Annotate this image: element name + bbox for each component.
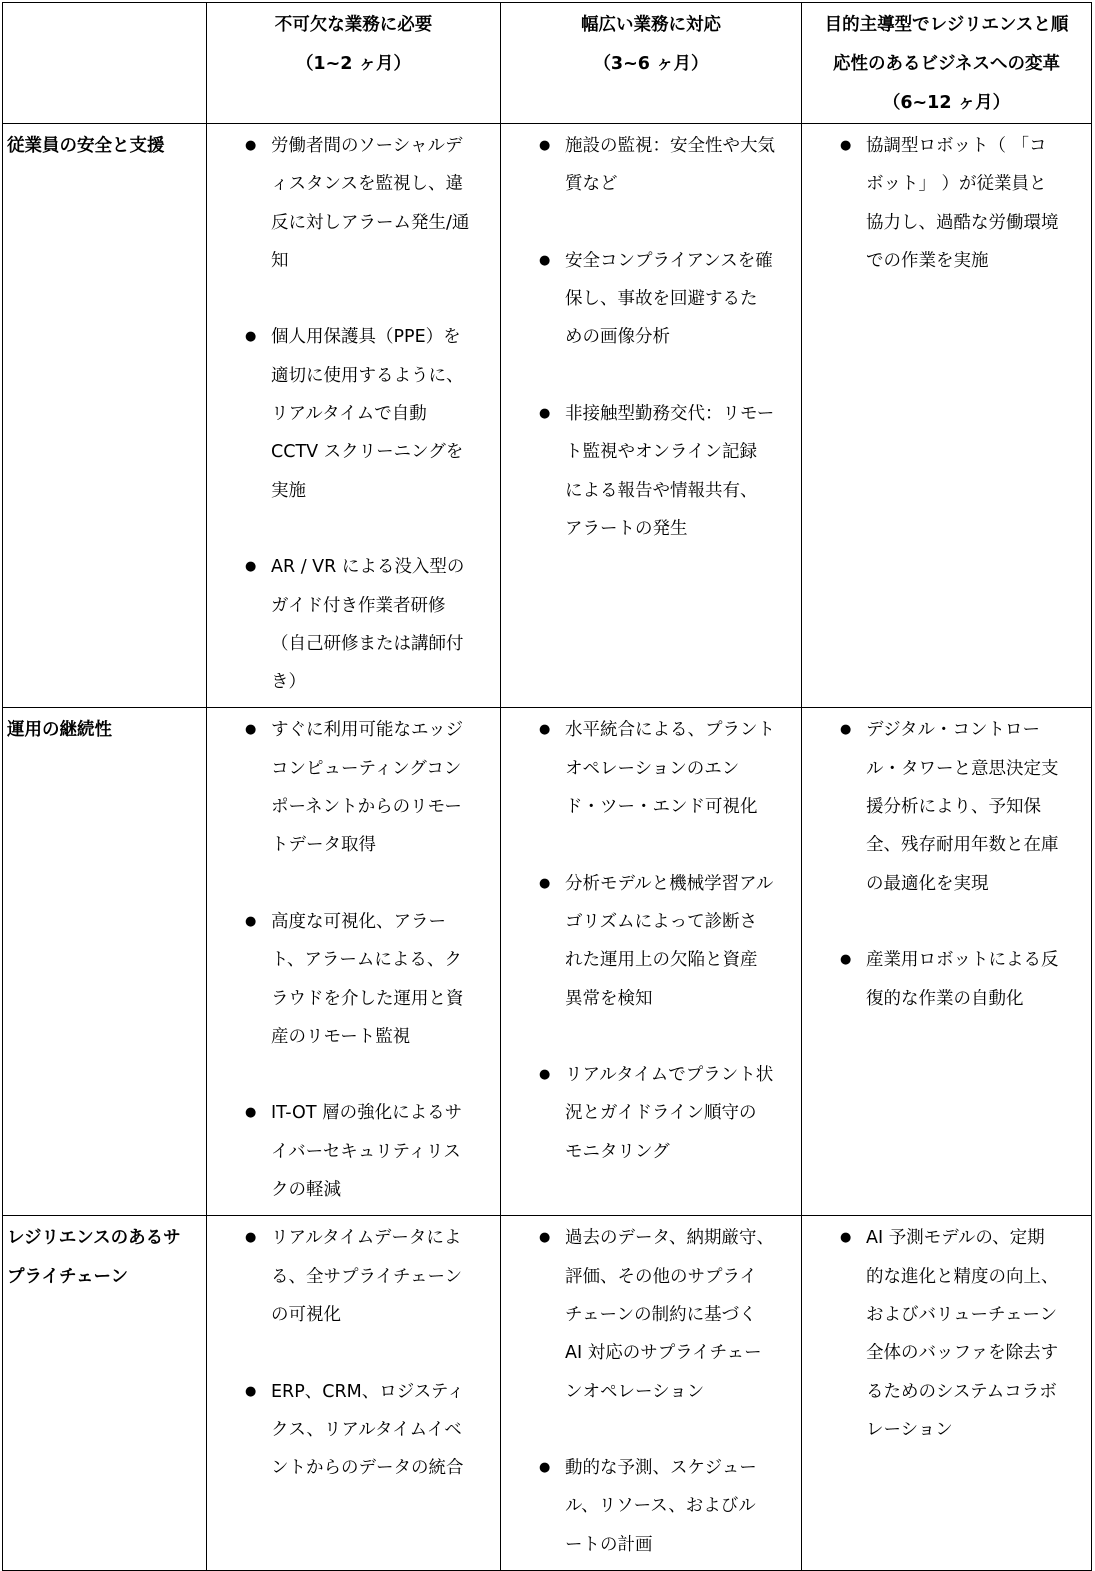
- cell-transform: [802, 124, 1092, 708]
- bullet-line: 援分析により、予知保: [866, 797, 1041, 818]
- bullet-item: [207, 711, 496, 864]
- bullet-line: 協調型ロボット（ 「コ: [866, 136, 1047, 156]
- bullet-line: リアルタイムで自動: [271, 404, 427, 425]
- bullet-line: モニタリング: [565, 1141, 670, 1162]
- bullet-line: 安全コンプライアンスを確: [565, 250, 773, 271]
- bullet-line: 産のリモート監視: [271, 1026, 411, 1047]
- bullet-line: 保し、事故を回避するた: [565, 289, 758, 310]
- bullet-line: ル・タワーと意思決定支: [866, 758, 1059, 779]
- cell-transform: [802, 708, 1092, 1216]
- bullet-item: [207, 1219, 496, 1334]
- bullet-line: 的な進化と精度の向上、: [866, 1266, 1059, 1287]
- row-resilient-supply-chain: [3, 1216, 1092, 1571]
- bullet-line: オペレーションのエン: [565, 758, 740, 779]
- bullet-line: 非接触型勤務交代：リモー: [565, 404, 775, 425]
- bullet-line: コンピューティングコン: [271, 758, 462, 779]
- bullet-dot-icon: ●: [539, 1460, 551, 1476]
- bullet-item: [501, 127, 797, 204]
- bullet-line: リアルタイムデータによ: [271, 1228, 462, 1249]
- bullet-line: 労働者間のソーシャルデ: [271, 136, 463, 156]
- bullet-item: [501, 1056, 797, 1171]
- bullet-dot-icon: ●: [539, 138, 551, 153]
- bullet-item: [207, 318, 496, 509]
- bullet-line: CCTV スクリーニングを: [271, 442, 464, 463]
- bullet-line: 個人用保護具（PPE）を: [271, 327, 461, 348]
- corner-cell: [3, 3, 207, 124]
- bullet-dot-icon: ●: [539, 875, 551, 891]
- bullet-line: ントからのデータの統合: [271, 1458, 464, 1479]
- bullet-line: るためのシステムコラボ: [866, 1381, 1057, 1402]
- bullet-line: ンオペレーション: [565, 1381, 705, 1402]
- bullet-dot-icon: ●: [840, 138, 852, 153]
- bullet-line: 水平統合による、プラント: [565, 720, 775, 741]
- bullet-line: での作業を実施: [866, 250, 989, 271]
- bullet-line: ートの計画: [565, 1534, 653, 1555]
- bullet-item: [501, 242, 797, 357]
- bullet-line: る、全サプライチェーン: [271, 1266, 463, 1287]
- cell-essential: [207, 124, 501, 708]
- bullet-dot-icon: ●: [245, 329, 257, 345]
- bullet-item: [802, 711, 1087, 902]
- bullet-item: [501, 1219, 797, 1410]
- header-row: [3, 3, 1092, 124]
- bullet-line: およびバリューチェーン: [866, 1304, 1058, 1325]
- bullet-item: [207, 1373, 496, 1488]
- bullet-dot-icon: ●: [245, 138, 257, 153]
- bullet-item: [501, 395, 797, 548]
- row-operational-continuity: [3, 708, 1092, 1216]
- bullet-line: レーション: [866, 1419, 953, 1440]
- bullet-dot-icon: ●: [840, 1230, 852, 1246]
- bullet-line: イバーセキュリティリス: [271, 1141, 461, 1162]
- bullet-dot-icon: ●: [840, 952, 852, 968]
- bullet-line: 実施: [271, 480, 306, 501]
- bullet-line: き）: [271, 672, 306, 693]
- row-label: 従業員の安全と支援: [3, 124, 207, 708]
- bullet-line: 適切に使用するように、: [271, 365, 464, 386]
- bullet-item: [802, 1219, 1087, 1449]
- bullet-line: 異常を検知: [565, 988, 653, 1009]
- bullet-line: 況とガイドライン順守の: [565, 1103, 757, 1124]
- bullet-item: [802, 941, 1087, 1018]
- bullet-line: 評価、その他のサプライ: [565, 1266, 757, 1287]
- cell-broad: [501, 124, 802, 708]
- bullet-line: ERP、CRM、ロジスティ: [271, 1381, 465, 1402]
- bullet-line: アラートの発生: [565, 518, 688, 539]
- cell-essential: [207, 708, 501, 1216]
- cell-broad: [501, 708, 802, 1216]
- header-transform: 目的主導型でレジリエンスと順 応性のあるビジネスへの変革 （6~12 ヶ月）: [802, 3, 1092, 124]
- bullet-line: ゴリズムによって診断さ: [565, 911, 758, 932]
- bullet-line: 産業用ロボットによる反: [866, 950, 1059, 971]
- bullet-line: AI 予測モデルの、定期: [866, 1228, 1045, 1249]
- bullet-line: IT-OT 層の強化によるサ: [271, 1103, 463, 1124]
- bullet-dot-icon: ●: [245, 1105, 257, 1121]
- bullet-line: トデータ取得: [271, 835, 376, 856]
- bullet-line: 動的な予測、スケジュー: [565, 1458, 757, 1479]
- bullet-line: AI 対応のサプライチェー: [565, 1343, 762, 1364]
- bullet-line: 全体のバッファを除去す: [866, 1343, 1059, 1364]
- bullet-line: の可視化: [271, 1304, 341, 1325]
- bullet-item: [207, 1094, 496, 1209]
- bullet-line: ト監視やオンライン記録: [565, 442, 757, 463]
- bullet-line: ィスタンスを監視し、違: [271, 174, 463, 195]
- bullet-line: ル、リソース、およびル: [565, 1496, 756, 1517]
- bullet-dot-icon: ●: [840, 722, 852, 738]
- bullet-dot-icon: ●: [245, 559, 257, 575]
- bullet-line: による報告や情報共有、: [565, 480, 758, 501]
- bullet-line: めの画像分析: [565, 327, 670, 348]
- bullet-line: ラウドを介した運用と資: [271, 988, 464, 1009]
- bullet-item: [802, 127, 1087, 280]
- bullet-dot-icon: ●: [245, 1383, 257, 1399]
- bullet-line: 分析モデルと機械学習アル: [565, 873, 774, 894]
- bullet-line: 施設の監視：安全性や大気: [565, 136, 775, 156]
- bullet-dot-icon: ●: [539, 252, 551, 268]
- roadmap-table: [2, 2, 1092, 1571]
- bullet-line: 過去のデータ、納期厳守、: [565, 1228, 774, 1249]
- cell-essential: [207, 1216, 501, 1571]
- bullet-line: クの軽減: [271, 1180, 341, 1201]
- bullet-dot-icon: ●: [245, 1230, 257, 1246]
- bullet-item: [501, 865, 797, 1018]
- bullet-dot-icon: ●: [539, 406, 551, 422]
- cell-transform: [802, 1216, 1092, 1571]
- bullet-dot-icon: ●: [245, 913, 257, 929]
- bullet-item: [207, 127, 496, 280]
- bullet-line: すぐに利用可能なエッジ: [271, 720, 464, 741]
- row-label: 運用の継続性: [3, 708, 207, 1216]
- bullet-line: リアルタイムでプラント状: [565, 1065, 774, 1086]
- bullet-line: れた運用上の欠陥と資産: [565, 950, 758, 971]
- bullet-dot-icon: ●: [245, 722, 257, 738]
- bullet-line: ド・ツー・エンド可視化: [565, 797, 758, 818]
- bullet-line: の最適化を実現: [866, 873, 989, 894]
- bullet-line: ガイド付き作業者研修: [271, 595, 446, 616]
- row-worker-safety: [3, 124, 1092, 708]
- bullet-line: AR / VR による没入型の: [271, 557, 465, 578]
- bullet-line: ボット」 ）が従業員と: [866, 174, 1047, 195]
- bullet-item: [501, 1449, 797, 1564]
- bullet-line: デジタル・コントロー: [866, 720, 1040, 741]
- bullet-line: チェーンの制約に基づく: [565, 1304, 757, 1325]
- bullet-line: 高度な可視化、アラー: [271, 911, 446, 932]
- bullet-dot-icon: ●: [539, 1230, 551, 1246]
- bullet-line: クス、リアルタイムイベ: [271, 1419, 462, 1440]
- bullet-line: ポーネントからのリモー: [271, 797, 462, 818]
- bullet-line: （自己研修または講師付: [271, 633, 464, 654]
- bullet-line: 協力し、過酷な労働環境: [866, 212, 1059, 233]
- bullet-line: 知: [271, 250, 289, 271]
- cell-broad: [501, 1216, 802, 1571]
- bullet-dot-icon: ●: [539, 722, 551, 738]
- bullet-line: ト、アラームによる、ク: [271, 950, 462, 971]
- row-label: レジリエンスのあるサ プライチェーン: [3, 1216, 207, 1571]
- header-broad: 幅広い業務に対応 （3~6 ヶ月）: [501, 3, 802, 124]
- bullet-line: 全、残存耐用年数と在庫: [866, 835, 1059, 856]
- bullet-item: [501, 711, 797, 826]
- bullet-line: 復的な作業の自動化: [866, 988, 1024, 1009]
- bullet-dot-icon: ●: [539, 1067, 551, 1083]
- bullet-line: 質など: [565, 174, 618, 195]
- bullet-line: 反に対しアラーム発生/通: [271, 212, 470, 233]
- bullet-item: [207, 548, 496, 701]
- bullet-item: [207, 903, 496, 1056]
- header-essential: 不可欠な業務に必要 （1~2 ヶ月）: [207, 3, 501, 124]
